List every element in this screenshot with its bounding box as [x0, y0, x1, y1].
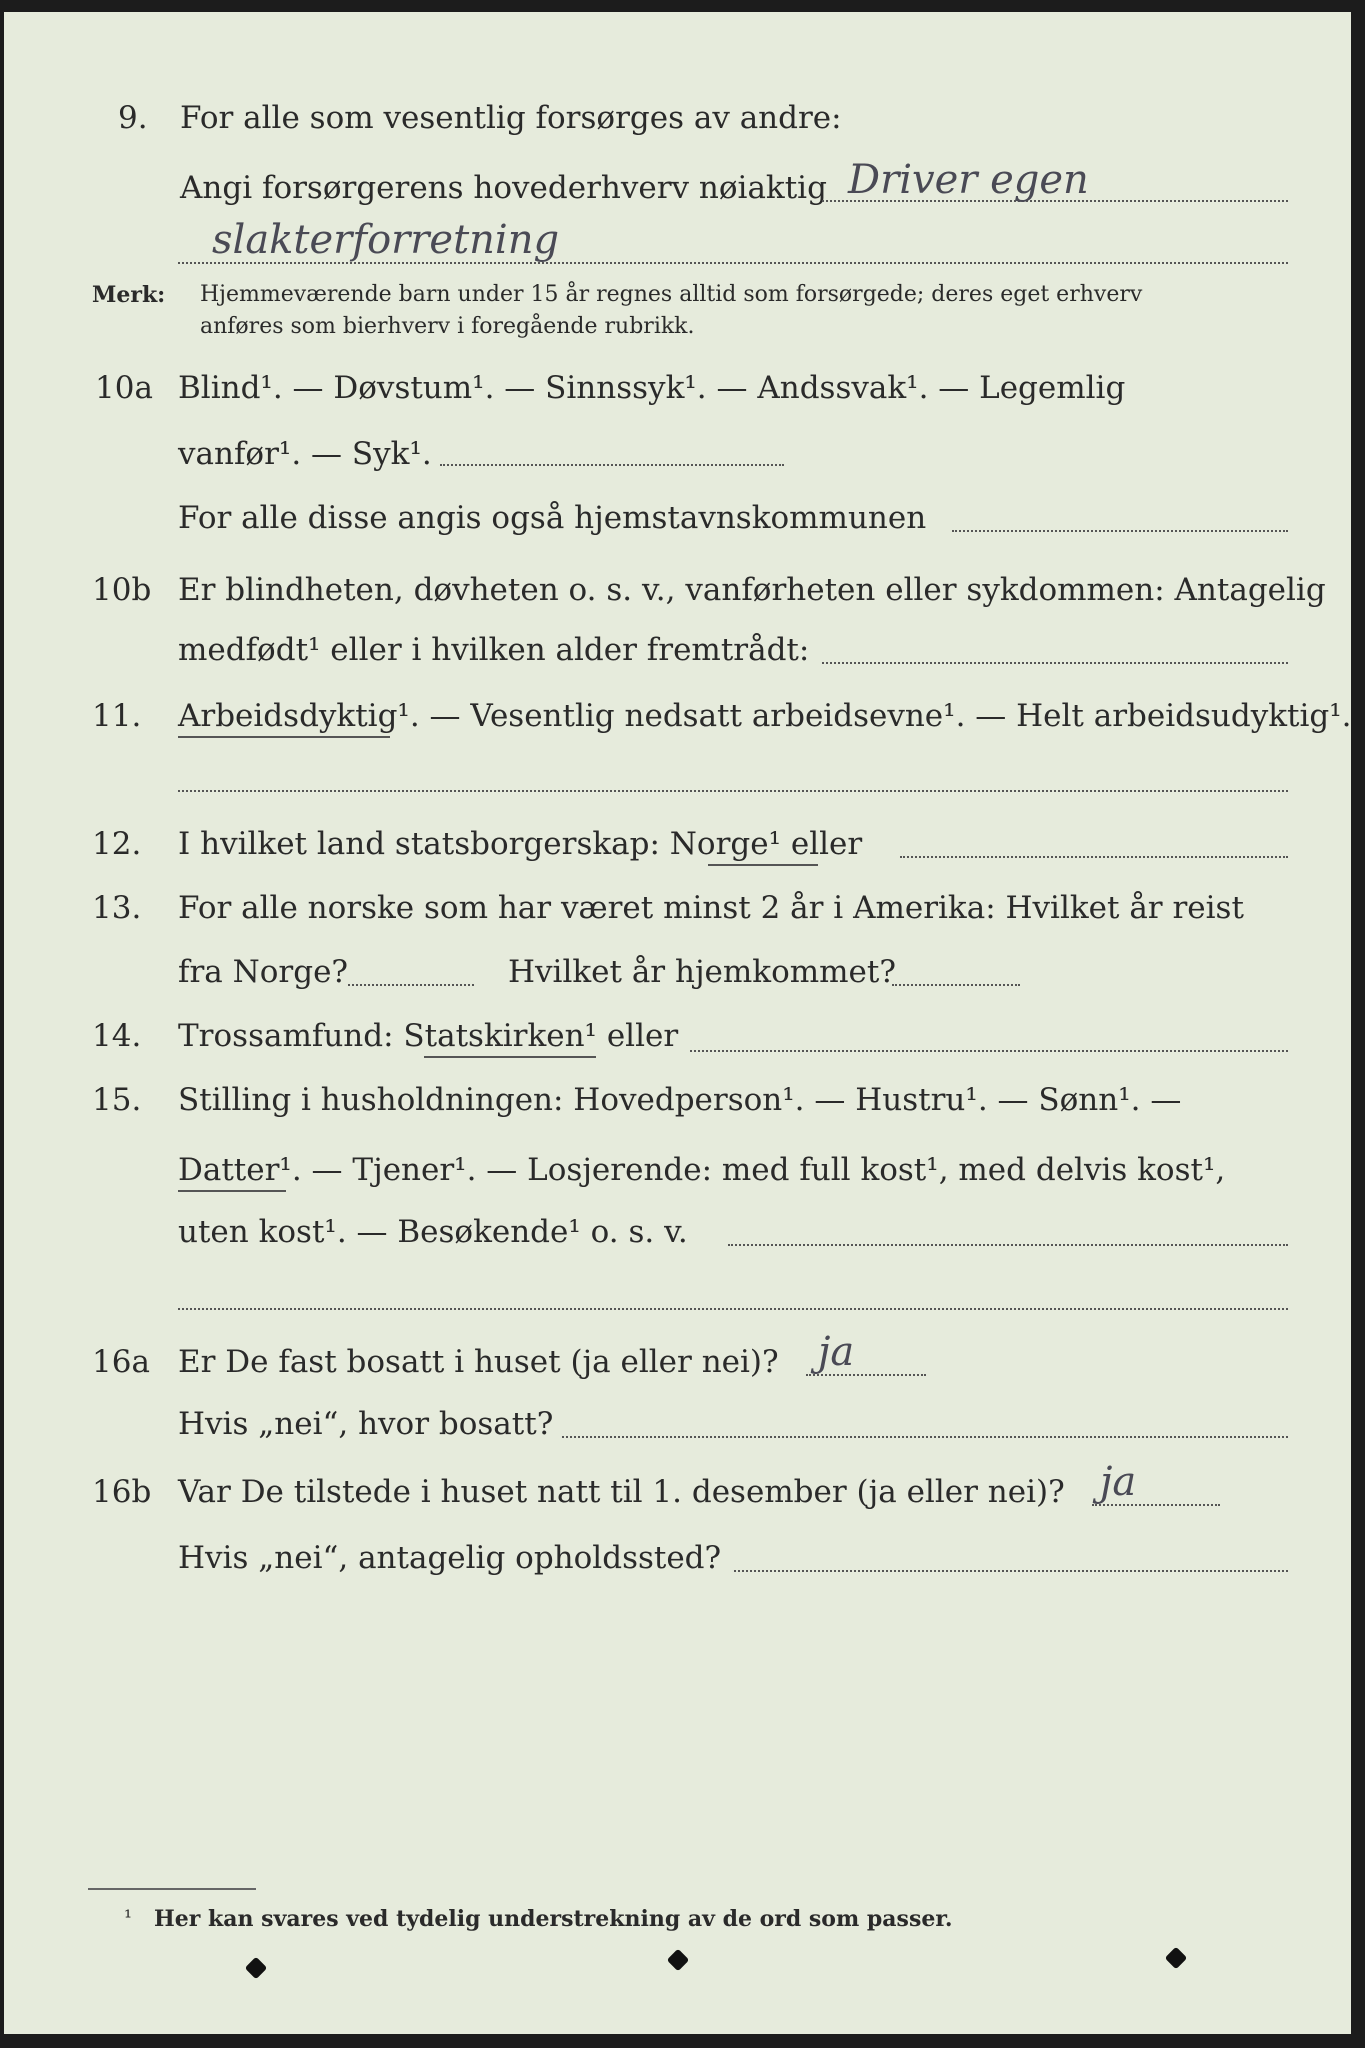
q12-underline-norge [708, 864, 818, 866]
q16b-line1: Var De tilstede i huset natt til 1. desember (ja eller nei)? [178, 1474, 1065, 1510]
q14-answer-line [690, 1050, 1288, 1052]
q16b-number: 16b [92, 1474, 152, 1510]
q13-line1: For alle norske som har været minst 2 år i Amerika: Hvilket år reist [178, 890, 1244, 926]
q16a-line2: Hvis „nei“, hvor bosatt? [178, 1406, 554, 1442]
q13-reist-answer-line [348, 984, 474, 986]
q11-underline-arbeidsdyktig [178, 736, 390, 738]
q15-line3: uten kost¹. — Besøkende¹ o. s. v. [178, 1214, 688, 1250]
q10b-answer-line [822, 662, 1288, 664]
q16a-number: 16a [92, 1344, 150, 1380]
q13-hjemkommet-answer-line [892, 984, 1020, 986]
bottom-left-mark-icon [245, 1957, 268, 1980]
q16b-opholdssted-answer-line [734, 1570, 1288, 1572]
bottom-right-mark-icon [1165, 1947, 1188, 1970]
q15-line2: Datter¹. — Tjener¹. — Losjerende: med full kost¹, med delvis kost¹, [178, 1152, 1226, 1188]
q13-line2a: fra Norge? [178, 954, 349, 990]
q11-number: 11. [92, 698, 142, 734]
q16b-line2: Hvis „nei“, antagelig opholdssted? [178, 1540, 722, 1576]
q13-number: 13. [92, 890, 142, 926]
q10b-line2: medfødt¹ eller i hvilken alder fremtrådt: [178, 632, 810, 668]
q9-number: 9. [118, 100, 148, 136]
q9-line2: Angi forsørgerens hovederhverv nøiaktig [180, 170, 827, 206]
q14-line1: Trossamfund: Statskirken¹ eller [178, 1018, 679, 1054]
q15-line1: Stilling i husholdningen: Hovedperson¹. — Hustru¹. — Sønn¹. — [178, 1082, 1182, 1118]
q15-underline-datter [178, 1190, 286, 1192]
q10a-number: 10a [95, 370, 153, 406]
q16b-handwritten-answer: ja [1100, 1459, 1137, 1505]
merk-label: Merk: [92, 282, 166, 308]
q11-line1: Arbeidsdyktig¹. — Vesentlig nedsatt arbeidsevne¹. — Helt arbeidsudyktig¹. [178, 698, 1352, 734]
q9-handwritten-answer2: slakterforretning [212, 217, 560, 263]
bottom-center-mark-icon [667, 1949, 690, 1972]
q14-underline-statskirken [424, 1056, 596, 1058]
q9-line1: For alle som vesentlig forsørges av andre: [180, 100, 842, 136]
q15-answer-line2 [178, 1308, 1288, 1310]
footnote-text: Her kan svares ved tydelig understrekning av de ord som passer. [154, 1906, 953, 1932]
q16a-handwritten-answer: ja [818, 1329, 855, 1375]
q15-answer-line1 [728, 1244, 1288, 1246]
q10a-line2: vanfør¹. — Syk¹. [178, 436, 432, 472]
q16a-line1: Er De fast bosatt i huset (ja eller nei)? [178, 1344, 779, 1380]
q10a-answer-line1 [440, 464, 784, 466]
q10a-line1: Blind¹. — Døvstum¹. — Sinnssyk¹. — Andssvak¹. — Legemlig [178, 370, 1126, 406]
scan-border-left [0, 0, 4, 2048]
q9-handwritten-answer1: Driver egen [848, 157, 1089, 203]
scan-border-bottom [0, 2034, 1365, 2048]
q12-answer-line [900, 856, 1288, 858]
footnote-mark: ¹ [124, 1905, 133, 1929]
scan-border-right [1351, 0, 1365, 2048]
merk-line2: anføres som bierhverv i foregående rubrikk. [200, 314, 695, 339]
q10a-line3: For alle disse angis også hjemstavnskommunen [178, 500, 927, 536]
q11-answer-line [178, 790, 1288, 792]
q10b-number: 10b [92, 572, 152, 608]
q16a-bosatt-answer-line [562, 1436, 1288, 1438]
q10b-line1: Er blindheten, døvheten o. s. v., vanførheten eller sykdommen: Antagelig [178, 572, 1326, 608]
q15-number: 15. [92, 1082, 142, 1118]
footnote-rule [88, 1888, 256, 1890]
scan-border-top [0, 0, 1365, 12]
q10a-answer-line2 [952, 530, 1288, 532]
q12-number: 12. [92, 826, 142, 862]
merk-line1: Hjemmeværende barn under 15 år regnes alltid som forsørgede; deres eget erhverv [200, 282, 1143, 307]
q14-number: 14. [92, 1018, 142, 1054]
q12-line1: I hvilket land statsborgerskap: Norge¹ eller [178, 826, 863, 862]
q13-line2b: Hvilket år hjemkommet? [508, 954, 896, 990]
